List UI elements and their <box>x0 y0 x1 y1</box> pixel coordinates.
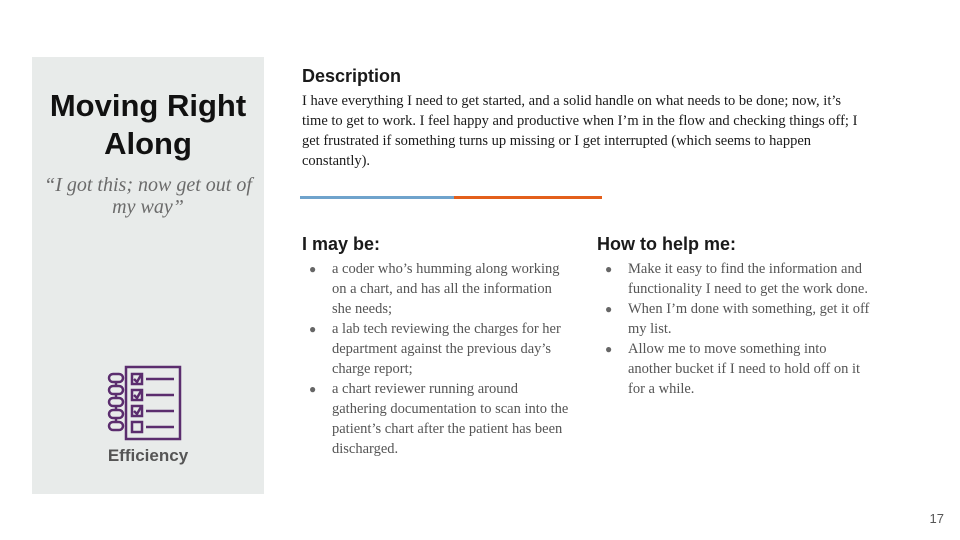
persona-panel <box>32 57 264 494</box>
bullet-icon: ● <box>309 382 317 396</box>
trait-label: Efficiency <box>107 446 189 465</box>
persona-title: Moving Right Along <box>49 88 247 161</box>
bullet-icon: ● <box>605 302 613 316</box>
divider-orange <box>454 196 602 199</box>
list-item: ● When I’m done with something, get it off my list. <box>605 301 870 337</box>
bullet-icon: ● <box>605 262 613 276</box>
page-number: 17 <box>929 511 944 526</box>
persona-quote: “I got this; now get out of my way” <box>44 174 252 218</box>
list-item: ● a coder who’s humming along working on a chart, and has all the information she needs; <box>309 261 560 317</box>
list-item: ● Make it easy to find the information and functionality I need to get the work done. <box>605 261 868 297</box>
divider-blue <box>300 196 454 199</box>
help-me-heading: How to help me: <box>597 234 736 254</box>
bullet-icon: ● <box>309 322 317 336</box>
help-me-list <box>598 259 870 399</box>
list-item: ● a lab tech reviewing the charges for her department against the previous day’s charge report; <box>309 321 561 377</box>
list-item: ● Allow me to move something into another bucket if I need to hold off on it for a while. <box>605 341 861 397</box>
description-body: I have everything I need to get started, and a solid handle on what needs to be done; now, it’s time to get to work. I feel happy and productive when I’m in the flow and checking things off; I get frustrated if something turns up missing or I get interrupted (which seems to happen constantly). <box>302 93 858 169</box>
description-heading: Description <box>302 66 402 86</box>
may-be-heading: I may be: <box>302 234 381 254</box>
list-item: ● a chart reviewer running around gathering documentation to scan into the patient’s chart after the patient has been discharged. <box>309 381 569 457</box>
may-be-list <box>302 259 574 459</box>
bullet-icon: ● <box>309 262 317 276</box>
bullet-icon: ● <box>605 342 613 356</box>
checklist-icon <box>106 364 184 444</box>
